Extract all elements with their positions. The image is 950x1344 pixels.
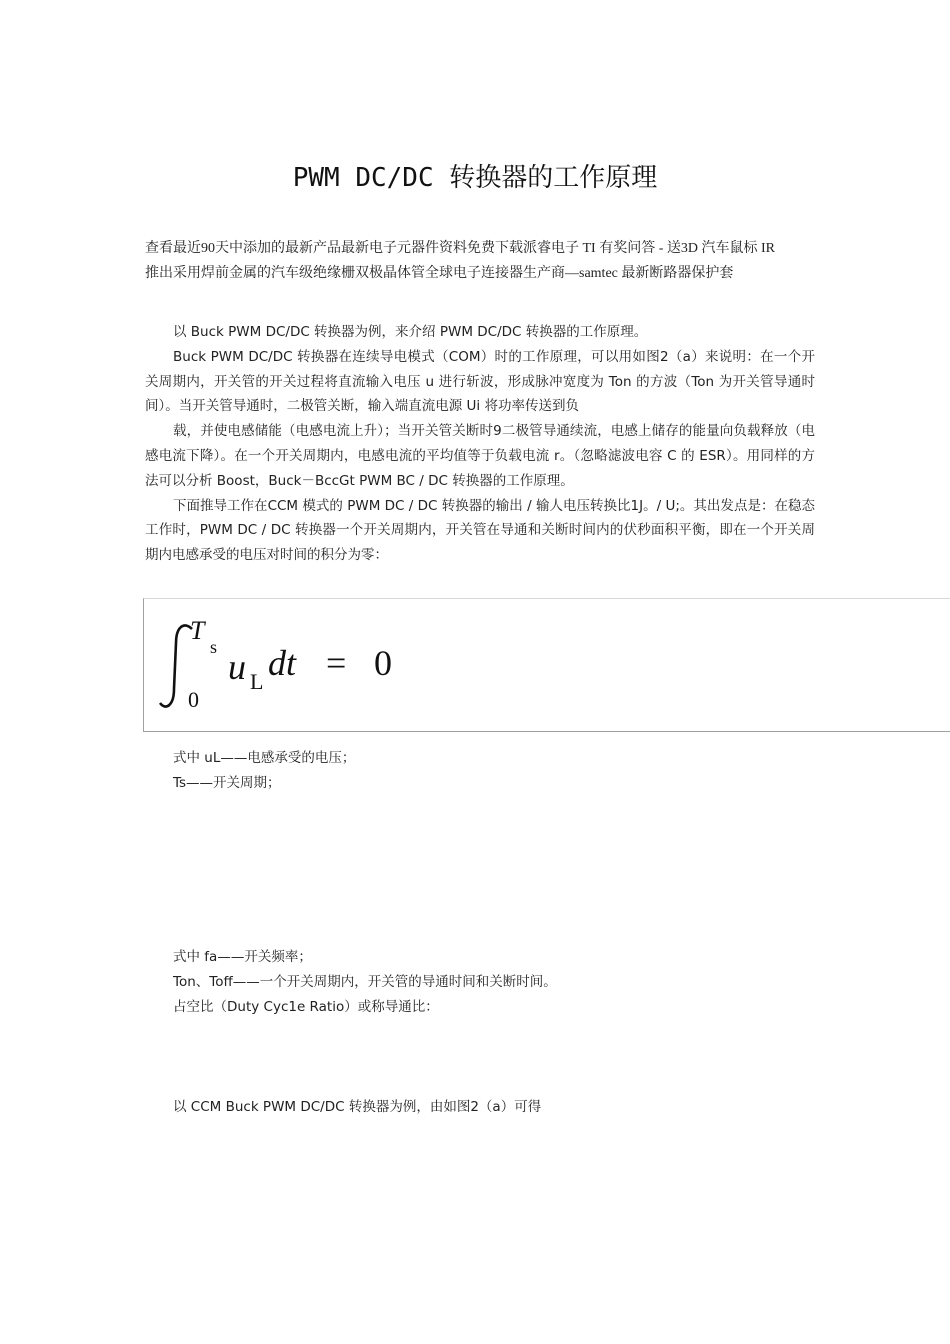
rhs-value: 0 [374, 643, 392, 683]
closing-line: 以 CCM Buck PWM DC/DC 转换器为例，由如图2（a）可得 [173, 1099, 542, 1115]
paragraph: 载，并使电感储能（电感电流上升）；当开关管关断时9二极管导通续流，电感上储存的能量向负载释放（电感电流下降）。在一个开关周期内，电感电流的平均值等于负载电流 r。（忽略滤波电容 C 的 ESR）。用同样的方法可以分析 Boost，Buck－BccGt PWM BC / DC 转换器的工作原理。 [145, 423, 815, 489]
integral-formula [154, 607, 574, 725]
definition-line: 式中 uL——电感承受的电压； [173, 750, 356, 766]
page-title: PWM DC/DC 转换器的工作原理 [292, 163, 658, 194]
equals-sign: = [326, 643, 347, 683]
upper-limit-subscript: s [210, 637, 218, 657]
integrand-subscript: L [250, 669, 264, 694]
upper-limit: T [190, 616, 205, 645]
lower-limit: 0 [188, 687, 199, 712]
related-links-line[interactable]: 推出采用焊前金属的汽车级绝缘栅双极晶体管全球电子连接器生产商—samtec 最新断路器保护套 [145, 266, 734, 281]
related-links [145, 236, 825, 286]
related-links-line[interactable]: 查看最近90天中添加的最新产品最新电子元器件资料免费下载派睿电子 TI 有奖问答 - 送3D 汽车鼠标 IR [145, 241, 775, 256]
formula-image [143, 598, 950, 732]
definition-line: Ton、Toff——一个开关周期内，开关管的导通时间和关断时间。 [173, 974, 557, 990]
differential: dt [268, 643, 297, 683]
definition-line: 占空比（Duty Cyc1e Ratio）或称导通比： [173, 999, 439, 1015]
definition-line: 式中 fa——开关频率； [173, 949, 312, 965]
paragraph: 以 Buck PWM DC/DC 转换器为例，来介绍 PWM DC/DC 转换器的工作原理。 [173, 324, 648, 340]
paragraph: Buck PWM DC/DC 转换器在连续导电模式（COM）时的工作原理，可以用如图2（a）来说明：在一个开关周期内，开关管的开关过程将直流输入电压 u 进行斩波，形成脉冲宽度为 Ton 的方波（Ton 为开关管导通时间）。当开关管导通时，二极管关断，输入端直流电源 Ui 将功率传送到负 [145, 348, 815, 415]
integrand: u [228, 647, 246, 687]
paragraph: 下面推导工作在CCM 模式的 PWM DC / DC 转换器的输出 / 输人电压转换比1J。/ U;。其出发点是：在稳态工作时，PWM DC / DC 转换器一个开关周期内，开关管在导通和关断时间内的伏秒面积平衡，即在一个开关周期内电感承受的电压对时间的积分为零： [145, 497, 815, 564]
article-body [145, 320, 815, 568]
definition-line: Ts——开关周期； [173, 775, 281, 791]
